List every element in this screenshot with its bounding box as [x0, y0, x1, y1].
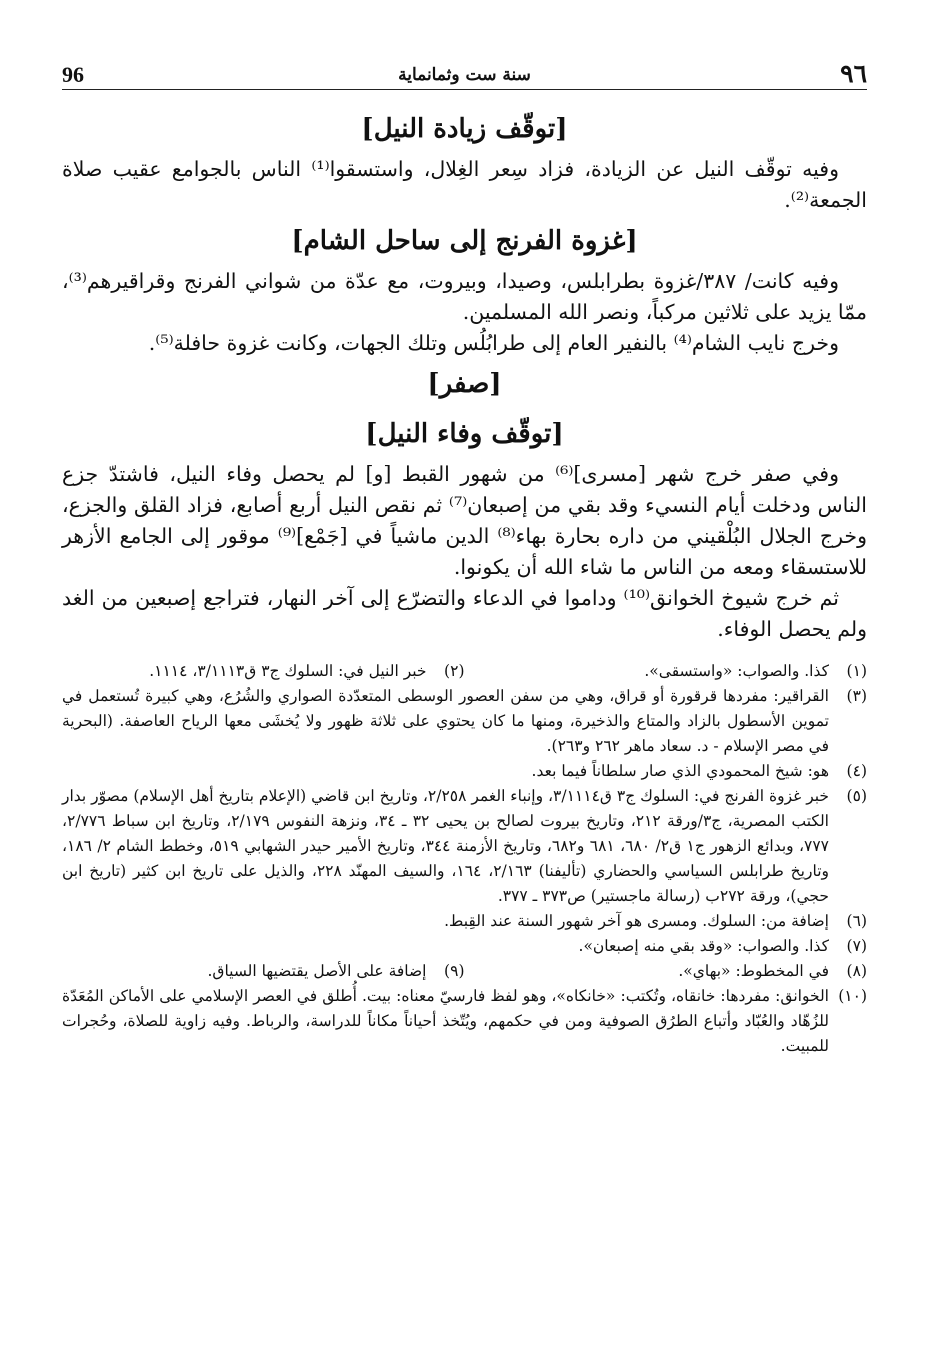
footnote	[62, 784, 867, 909]
paragraph: وفيه كانت/ ٣٨٧/غزوة بطرابلس، وصيدا، وبيروت، مع عدّة من شواني الفرنج وقراقيرهم⁽³⁾، ممّا يزيد على ثلاثين مركباً، ونصر الله المسلمين.	[62, 269, 867, 324]
paragraph: ثم خرج شيوخ الخوانق⁽¹⁰⁾ وداموا في الدعاء والتضرّع إلى آخر النهار، فتراجع إصبعين من الغد ولم يحصل الوفاء.	[62, 586, 867, 641]
section-heading: [توقّف زيادة النيل]	[361, 114, 568, 144]
running-title: سنة ست وثمانماية	[398, 65, 531, 85]
paragraph: وفي صفر خرج شهر [مسرى]⁽⁶⁾ من شهور القبط [و] لم يحصل وفاء النيل، فاشتدّ جزع الناس ودخلت أيام النسيء وقد بقي من إصبعان⁽⁷⁾ ثم نقص النيل أربع أصابع، فزاد القلق والجزع، وخرج الجلال البُلْقيني من داره بحارة بهاء⁽⁸⁾ الدين ماشياً في [جَمْع]⁽⁹⁾ موقور إلى الجامع الأزهر للاستسقاء ومعه من الناس ما شاء الله أن يكونوا.	[62, 462, 867, 579]
footnote-number: (٦)	[846, 912, 867, 930]
paragraph: وفيه توقّف النيل عن الزيادة، فزاد سِعر الغِلال، واستسقوا⁽¹⁾ الناس بالجوامع عقيب صلاة الجمعة⁽²⁾.	[62, 157, 867, 212]
footnote-number: (٨)	[846, 962, 867, 980]
footnote-number: (١)	[846, 662, 867, 680]
footnote	[62, 909, 867, 934]
footnote-pair	[62, 959, 867, 984]
footnote-number: (٣)	[846, 687, 867, 705]
section-heading: [غزوة الفرنج إلى ساحل الشام]	[291, 226, 638, 256]
footnote-text: إضافة من: السلوك. ومسرى هو آخر شهور السنة عند القِبط.	[444, 912, 829, 930]
footnote-number: (٧)	[846, 937, 867, 955]
page-number-arabic: ٩٦	[840, 59, 867, 88]
paragraph: وخرج نايب الشام⁽⁴⁾ بالنفير العام إلى طرابُلُس وتلك الجهات، وكانت غزوة حافلة⁽⁵⁾.	[148, 331, 839, 355]
footnote-number: (١٠)	[838, 987, 867, 1005]
footnote	[62, 934, 867, 959]
section-heading: [توقّف وفاء النيل]	[365, 419, 564, 449]
footnote-text: القراقير: مفردها قرقورة أو قراق، وهي من سفن العصور الوسطى المتعدّدة الصواري والشُرُع، وهي كبيرة تُستعمل في تموين الأسطول بالزاد والمتاع والذخيرة، ومنها ما كان يحتوي على ثلاثة ظهور ولا يُخشَى معها الرياح العاصفة. (البحرية في مصر الإسلام - د. سعاد ماهر ٢٦٢ و٢٦٣).	[62, 687, 829, 755]
footnote-text: هو: شيخ المحمودي الذي صار سلطاناً فيما بعد.	[531, 762, 829, 780]
page-number-latin: 96	[62, 62, 84, 87]
footnote-text: كذا. والصواب: «وقد بقي منه إصبعان».	[578, 937, 829, 955]
footnote-text: خبر غزوة الفرنج في: السلوك ج٣ ق٣/١١١٤، وإنباء الغمر ٢/٢٥٨، وتاريخ ابن قاضي (الإعلام بتاريخ أهل الإسلام) مصوّر بدار الكتب المصرية، ج٣/ورقة ٢١٢، وتاريخ بيروت لصالح بن يحيى ٣٢ ـ ٣٤، ونزهة النفوس ٢/١٧٩، وتاريخ ابن سباط ٢/٧٧٦، ٧٧٧، وبدائع الزهور ج١ ق٢/ ٦٨٠، ٦٨١ و٦٨٢، وتاريخ الأزمنة ٣٤٤، وتاريخ الأمير حيدر الشهابي ٥١٩، وخطط الشام ٢/ ١٨٦، وتاريخ طرابلس السياسي والحضاري (تأليفنا) ٢/١٦٣، ١٦٤، والسيف المهنّد ٢٢٨، والذيل على تاريخ ابن كثير (تاريخ ابن حجي)، ورقة ٢٧٢ب (رسالة ماجستير) ص٣٧٣ ـ ٣٧٧.	[62, 787, 830, 905]
footnote	[62, 759, 867, 784]
page-header	[62, 52, 867, 90]
footnote-text: في المخطوط: «بهاي».	[678, 962, 829, 980]
footnote	[62, 659, 465, 684]
footnote	[62, 984, 867, 1059]
section-heading: [صفر]	[427, 369, 502, 399]
footnote-text: كذا. والصواب: «واستسقى».	[644, 662, 829, 680]
footnote-number: (٤)	[846, 762, 867, 780]
footnote	[62, 684, 867, 759]
footnote	[62, 959, 465, 984]
page	[62, 52, 867, 1342]
footnote	[465, 959, 868, 984]
footnote-text: خبر النيل في: السلوك ج٣ ق٣/١١١٣، ١١١٤.	[149, 662, 427, 680]
footnote-separator	[62, 645, 867, 659]
footnote	[465, 659, 868, 684]
footnote-number: (٥)	[846, 787, 867, 805]
footnote-text: الخوانق: مفردها: خانقاه، وتُكتب: «خانكاه»، وهو لفظ فارسيّ معناه: بيت. أُطلق في العصر الإسلامي على الأماكن المُعَدّة للزُهّاد والعُبّاد وأتباع الطرُق الصوفية ومن في حكمهم، ويُتّخذ أحياناً مكاناً للدراسة، والرباط. وفيه زاوية للصلاة، وحُجرات للمبيت.	[62, 987, 829, 1055]
footnote-number: (٩)	[444, 962, 465, 980]
footnote-text: إضافة على الأصل يقتضيها السياق.	[207, 962, 427, 980]
footnote-number: (٢)	[444, 662, 465, 680]
footnote-pair	[62, 659, 867, 684]
